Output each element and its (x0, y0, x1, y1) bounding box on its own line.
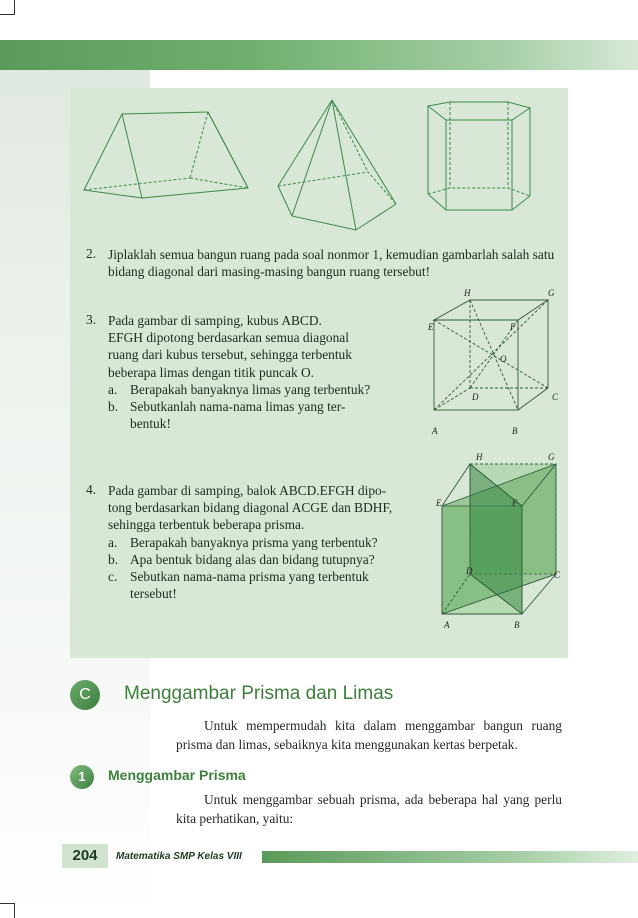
prism-label-d: D (466, 566, 473, 576)
item-line: Berapakah banyaknya prisma yang terbentuk? (130, 534, 378, 550)
prism-label-b: B (514, 620, 520, 630)
subsection-paragraph: Untuk menggambar sebuah prisma, ada beberapa hal yang perlu kita perhatikan, yaitu: (176, 792, 562, 826)
prism-label-g: G (548, 452, 555, 462)
cube-label-g: G (548, 288, 555, 298)
page-number: 204 (62, 844, 108, 868)
question-2-text: Jiplaklah semua bangun ruang pada soal nonmor 1, kemudian gambarlah salah satu bidang diagonal dari masing-masing bangun ruang tersebut! (108, 247, 555, 280)
cube-label-a: A (432, 426, 438, 436)
book-title: Matematika SMP Kelas VIII (116, 851, 242, 862)
question-3-number: 3. (86, 312, 97, 327)
section-letter-badge: C (70, 680, 100, 710)
question-4-item-c (108, 568, 424, 602)
item-label: b. (108, 399, 119, 415)
item-line: Apa bentuk bidang alas dan bidang tutupnya? (130, 551, 375, 567)
crop-mark (0, 903, 15, 918)
triangular-prism-figure (80, 98, 260, 208)
question-3-line: ruang dari kubus tersebut, sehingga terbentuk (108, 347, 352, 363)
question-4-line: Pada gambar di samping, balok ABCD.EFGH dipo- (108, 483, 387, 498)
question-3-line: beberapa limas dengan titik puncak O. (108, 364, 314, 380)
item-label: b. (108, 551, 119, 567)
question-4-item-a (108, 534, 424, 551)
question-3-line: Pada gambar di samping, kubus ABCD. (108, 313, 322, 328)
subsection-number-badge: 1 (70, 765, 94, 789)
question-3-text (108, 312, 408, 432)
footer-band (262, 851, 638, 863)
prism-label-h: H (476, 452, 483, 462)
cube-label-d: D (472, 392, 479, 402)
item-label: c. (108, 569, 118, 585)
item-line: Sebutkanlah nama-nama limas yang ter- (130, 399, 346, 415)
question-4-line: sehingga terbentuk beberapa prisma. (108, 517, 305, 533)
question-4-item-b (108, 551, 424, 568)
question-3-item-a (108, 381, 408, 398)
section-paragraph: Untuk mempermudah kita dalam menggambar bangun ruang prisma dan limas, sebaiknya kita menggunakan kertas berpetak. (176, 718, 562, 752)
header-band (0, 40, 638, 70)
item-label: a. (108, 534, 118, 550)
item-line: tersebut! (130, 586, 177, 602)
prism-label-a: A (444, 620, 450, 630)
question-3-line: EFGH dipotong berdasarkan semua diagonal (108, 330, 349, 346)
pentagonal-prism-figure (420, 98, 540, 218)
cube-label-f: F (510, 322, 516, 332)
cube-diagonals-figure (420, 284, 570, 444)
question-4-text (108, 482, 424, 602)
cube-label-o: O (500, 354, 507, 364)
item-line: Berapakah banyaknya limas yang terbentuk? (130, 381, 371, 397)
item-line: bentuk! (130, 416, 171, 432)
cube-label-h: H (464, 288, 471, 298)
question-4-number: 4. (86, 482, 97, 497)
item-line: Sebutkan nama-nama prisma yang terbentuk (130, 569, 369, 585)
crop-mark (0, 0, 15, 15)
cube-label-b: B (512, 426, 518, 436)
item-label: a. (108, 381, 118, 397)
pentagonal-pyramid-figure (272, 96, 402, 236)
prism-label-f: F (512, 498, 518, 508)
subsection-title: Menggambar Prisma (108, 767, 246, 783)
cuboid-diagonal-planes-figure (430, 450, 570, 634)
section-title: Menggambar Prisma dan Limas (124, 683, 394, 704)
question-4-line: tong berdasarkan bidang diagonal ACGE dan BDHF, (108, 500, 393, 516)
prism-label-e: E (436, 498, 442, 508)
cube-label-e: E (428, 322, 434, 332)
cube-label-c: C (552, 392, 559, 402)
question-2-number: 2. (86, 246, 97, 261)
question-3-item-b (108, 398, 408, 432)
prism-label-c: C (554, 570, 561, 580)
